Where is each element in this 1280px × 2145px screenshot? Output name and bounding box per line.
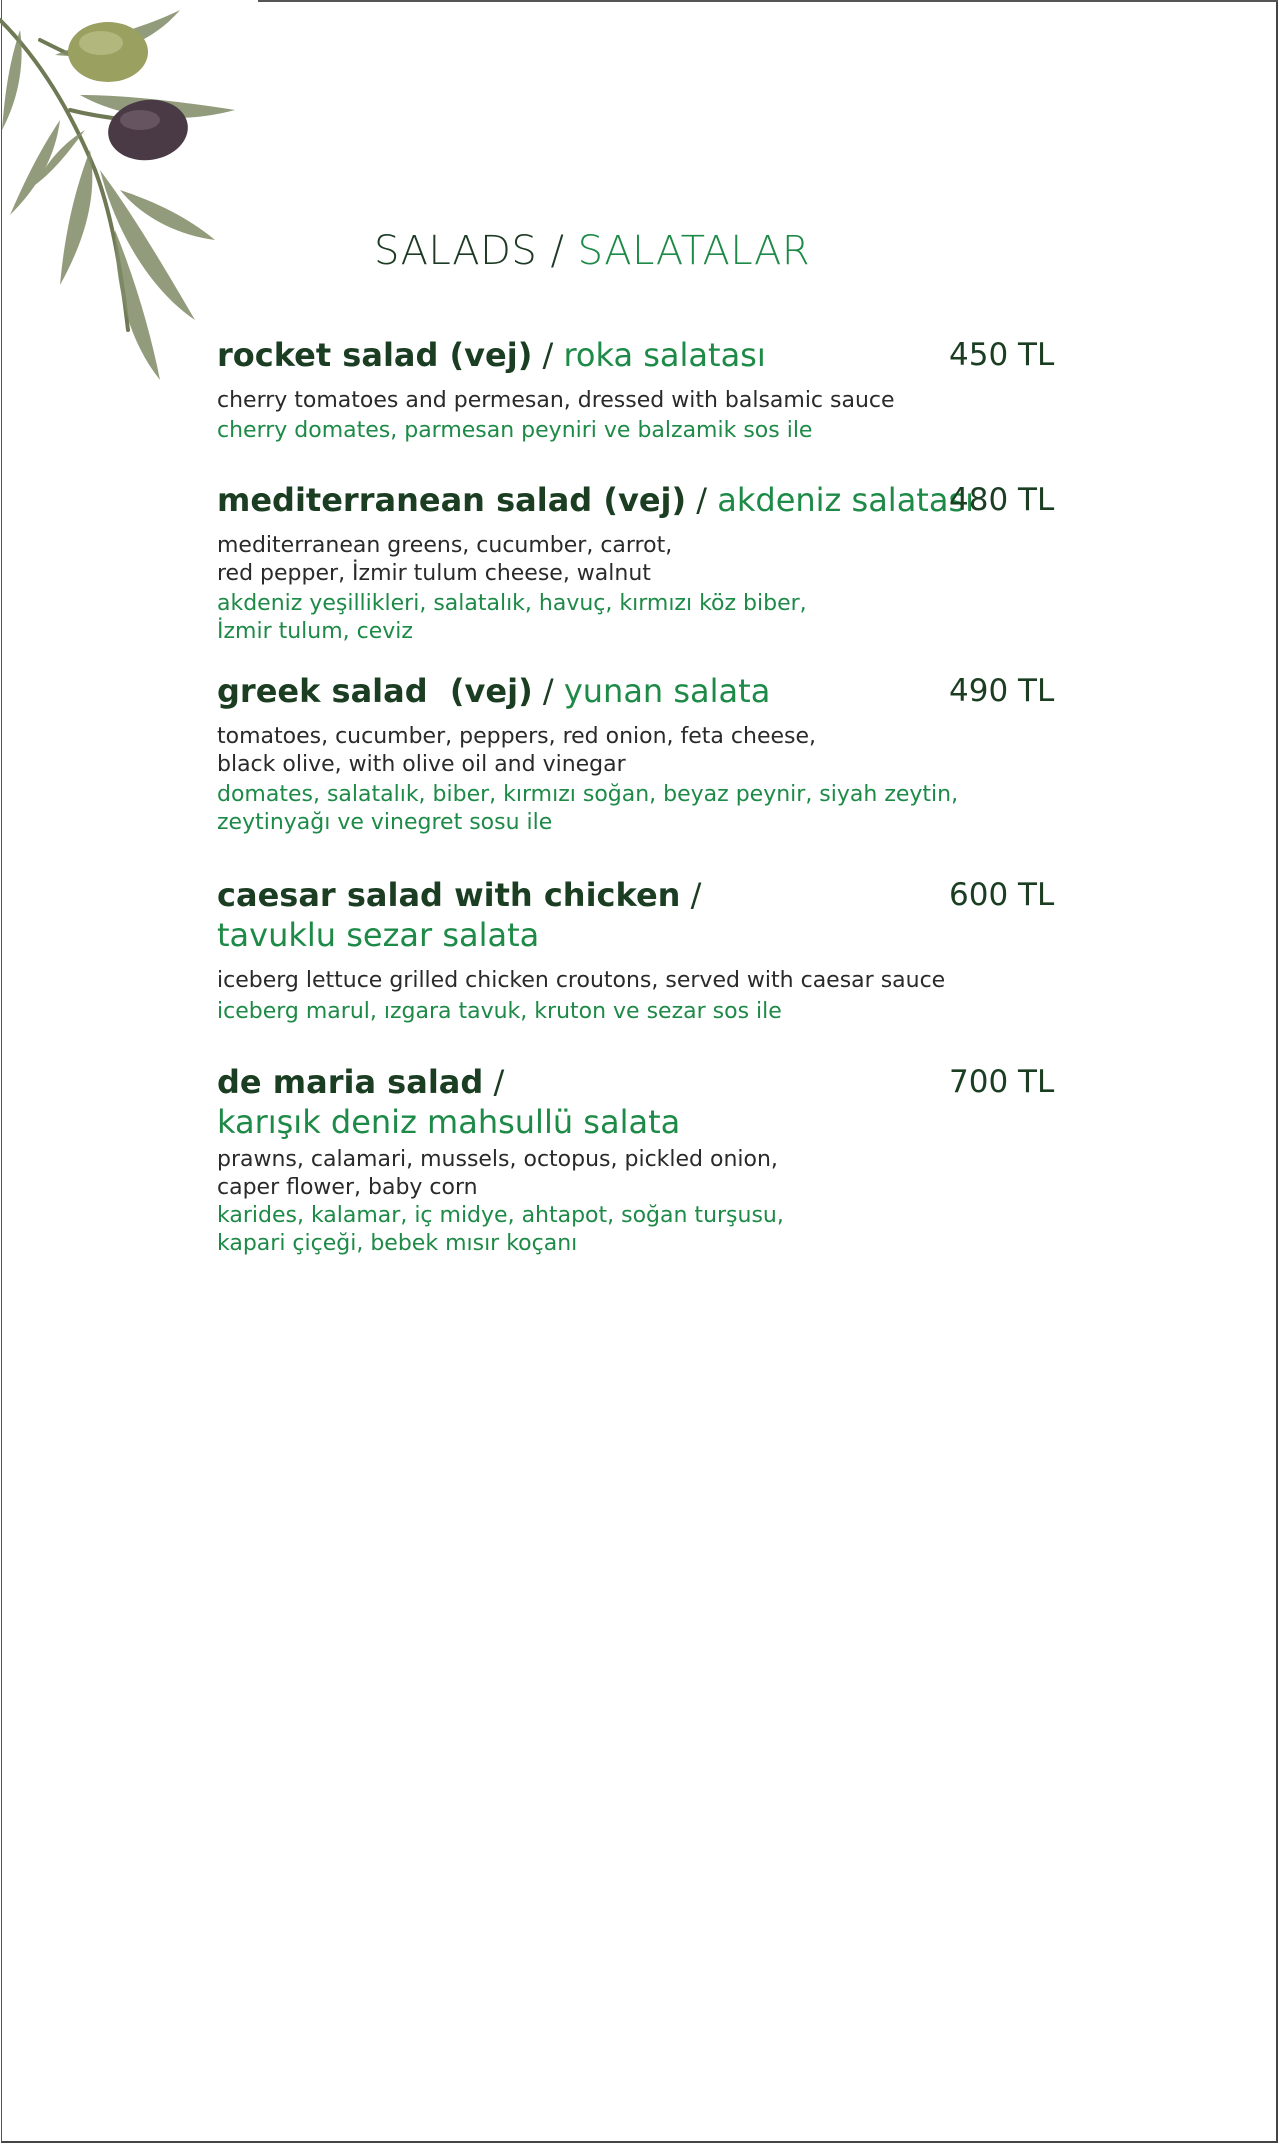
item-price: 600 TL xyxy=(949,877,1055,913)
item-description-tr: zeytinyağı ve vinegret sosu ile xyxy=(217,810,553,835)
item-name-separator: / xyxy=(686,481,718,519)
item-name xyxy=(217,1062,1047,1102)
item-description-tr: iceberg marul, ızgara tavuk, kruton ve sezar sos ile xyxy=(217,999,782,1024)
item-name-tr: akdeniz salatası xyxy=(717,481,975,519)
item-name-en: greek salad (vej) xyxy=(217,672,533,710)
item-name-tr: tavuklu sezar salata xyxy=(217,916,540,954)
item-price: 490 TL xyxy=(949,673,1055,709)
item-description-en: red pepper, İzmir tulum cheese, walnut xyxy=(217,561,651,586)
item-name-separator: / xyxy=(532,672,564,710)
item-name xyxy=(217,335,1047,375)
item-name-en: rocket salad (vej) xyxy=(217,336,533,374)
item-description-en: black olive, with olive oil and vinegar xyxy=(217,752,626,777)
item-description-tr: karides, kalamar, iç midye, ahtapot, soğan turşusu, xyxy=(217,1203,784,1228)
item-name xyxy=(217,671,1047,711)
item-name-tr: roka salatası xyxy=(563,336,766,374)
item-name-en: mediterranean salad (vej) xyxy=(217,481,687,519)
item-price: 700 TL xyxy=(949,1064,1055,1100)
item-description-en: prawns, calamari, mussels, octopus, pickled onion, xyxy=(217,1147,778,1172)
item-name-separator: / xyxy=(483,1063,505,1101)
item-description-tr: akdeniz yeşillikleri, salatalık, havuç, kırmızı köz biber, xyxy=(217,591,807,616)
menu-item-mediterranean-salad xyxy=(217,480,1055,646)
top-border-line xyxy=(258,0,1278,2)
item-price: 450 TL xyxy=(949,337,1055,373)
menu-item-greek-salad xyxy=(217,671,1055,837)
item-description-tr: cherry domates, parmesan peyniri ve balzamik sos ile xyxy=(217,418,813,443)
item-name-en: caesar salad with chicken xyxy=(217,876,681,914)
item-name-tr: karışık deniz mahsullü salata xyxy=(217,1103,681,1141)
item-description-tr: domates, salatalık, biber, kırmızı soğan, beyaz peynir, siyah zeytin, xyxy=(217,782,959,807)
item-name xyxy=(217,875,1047,915)
item-name xyxy=(217,480,1047,520)
section-title-en: SALADS / xyxy=(374,228,565,274)
item-price: 480 TL xyxy=(949,482,1055,518)
section-title xyxy=(374,228,810,274)
section-title-tr: SALATALAR xyxy=(577,228,811,274)
menu-item-caesar-salad xyxy=(217,875,1055,1026)
menu-item-rocket-salad xyxy=(217,335,1055,445)
menu-item-de-maria-salad xyxy=(217,1062,1055,1258)
item-name-separator: / xyxy=(680,876,702,914)
item-name-separator: / xyxy=(532,336,564,374)
item-description-en: iceberg lettuce grilled chicken croutons, served with caesar sauce xyxy=(217,968,946,993)
item-description-tr: İzmir tulum, ceviz xyxy=(217,619,413,644)
item-description-en: cherry tomatoes and permesan, dressed with balsamic sauce xyxy=(217,388,895,413)
item-name-tr: yunan salata xyxy=(563,672,771,710)
item-name-en: de maria salad xyxy=(217,1063,484,1101)
item-description-tr: kapari çiçeği, bebek mısır koçanı xyxy=(217,1231,578,1256)
item-description-en: caper flower, baby corn xyxy=(217,1175,478,1200)
item-description-en: mediterranean greens, cucumber, carrot, xyxy=(217,533,673,558)
item-description-en: tomatoes, cucumber, peppers, red onion, feta cheese, xyxy=(217,724,817,749)
